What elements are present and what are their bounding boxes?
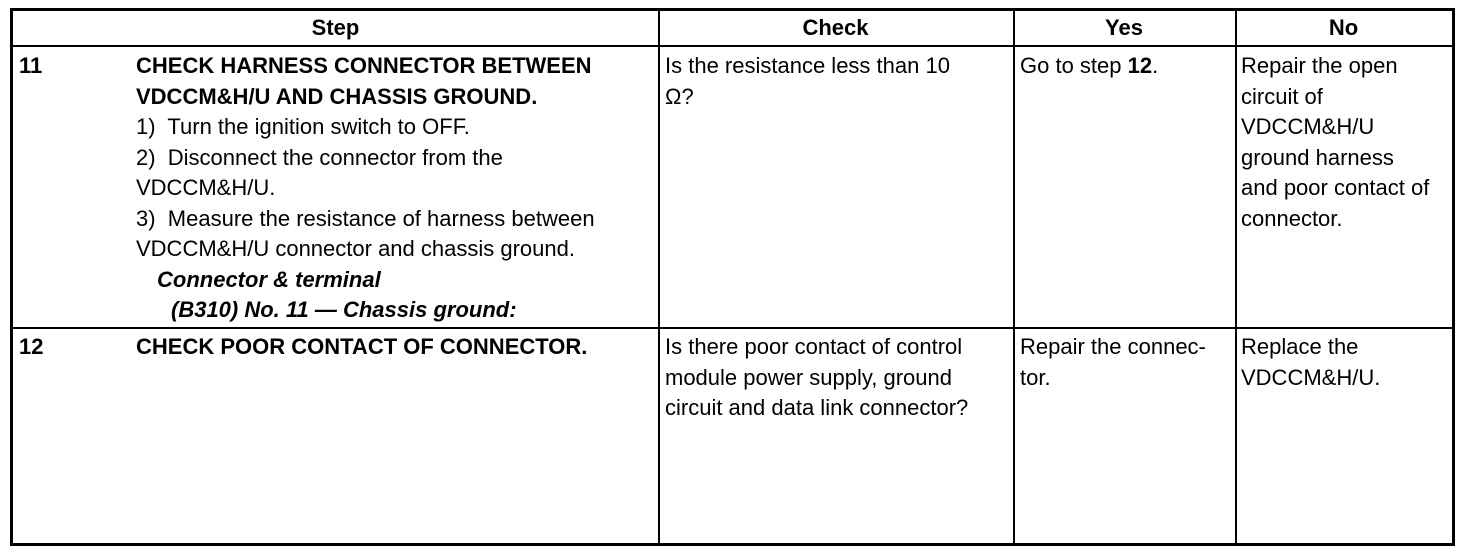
yes-text: Go to step: [1020, 53, 1128, 78]
check-line: circuit and data link connector?: [665, 395, 969, 420]
instruction-line: 1) Turn the ignition switch to OFF.: [136, 114, 470, 139]
step-number: 12: [19, 334, 44, 359]
header-no: No: [1328, 15, 1359, 40]
row-divider: [13, 45, 1452, 47]
no-action: [1241, 332, 1380, 393]
step-title: CHECK POOR CONTACT OF CONNECTOR.: [136, 334, 588, 359]
yes-line: tor.: [1020, 364, 1051, 390]
step-content: [136, 51, 595, 326]
no-line: circuit of: [1241, 83, 1323, 109]
no-action: [1241, 51, 1429, 234]
yes-step-ref: 12: [1127, 53, 1153, 78]
column-divider: [1235, 11, 1237, 543]
no-line: ground harness: [1241, 144, 1394, 170]
check-question: [665, 332, 968, 424]
instruction-line: 3) Measure the resistance of harness between: [136, 205, 595, 231]
no-line: VDCCM&H/U.: [1241, 364, 1381, 390]
step-title: CHECK HARNESS CONNECTOR BETWEEN: [136, 53, 592, 78]
column-divider: [658, 11, 660, 543]
troubleshooting-table: [10, 8, 1455, 546]
yes-suffix: .: [1152, 53, 1159, 78]
yes-action: [1020, 51, 1158, 82]
column-divider: [1013, 11, 1015, 543]
no-line: Repair the open: [1241, 53, 1398, 78]
instruction-line: VDCCM&H/U connector and chassis ground.: [136, 236, 575, 261]
check-line: Is the resistance less than 10: [665, 53, 950, 78]
spec-value: (B310) No. 11 — Chassis ground:: [171, 297, 517, 322]
header-check: Check: [802, 15, 869, 40]
no-line: and poor contact of: [1241, 175, 1430, 200]
check-question: [665, 51, 950, 112]
instruction-line: 2) Disconnect the connector from the: [136, 144, 503, 170]
header-step: Step: [311, 15, 360, 40]
check-line: module power supply, ground: [665, 364, 952, 390]
yes-line: Repair the connec-: [1020, 334, 1206, 359]
check-line: Ω?: [665, 83, 694, 109]
spec-label: Connector & terminal: [157, 266, 381, 292]
step-title: VDCCM&H/U AND CHASSIS GROUND.: [136, 83, 538, 109]
no-line: Replace the: [1241, 334, 1359, 359]
step-number: 11: [19, 53, 43, 78]
row-divider: [13, 327, 1452, 329]
instruction-line: VDCCM&H/U.: [136, 175, 276, 200]
no-line: VDCCM&H/U: [1241, 114, 1375, 139]
yes-action: [1020, 332, 1206, 393]
header-yes: Yes: [1105, 15, 1143, 40]
check-line: Is there poor contact of control: [665, 334, 963, 359]
no-line: connector.: [1241, 205, 1343, 231]
